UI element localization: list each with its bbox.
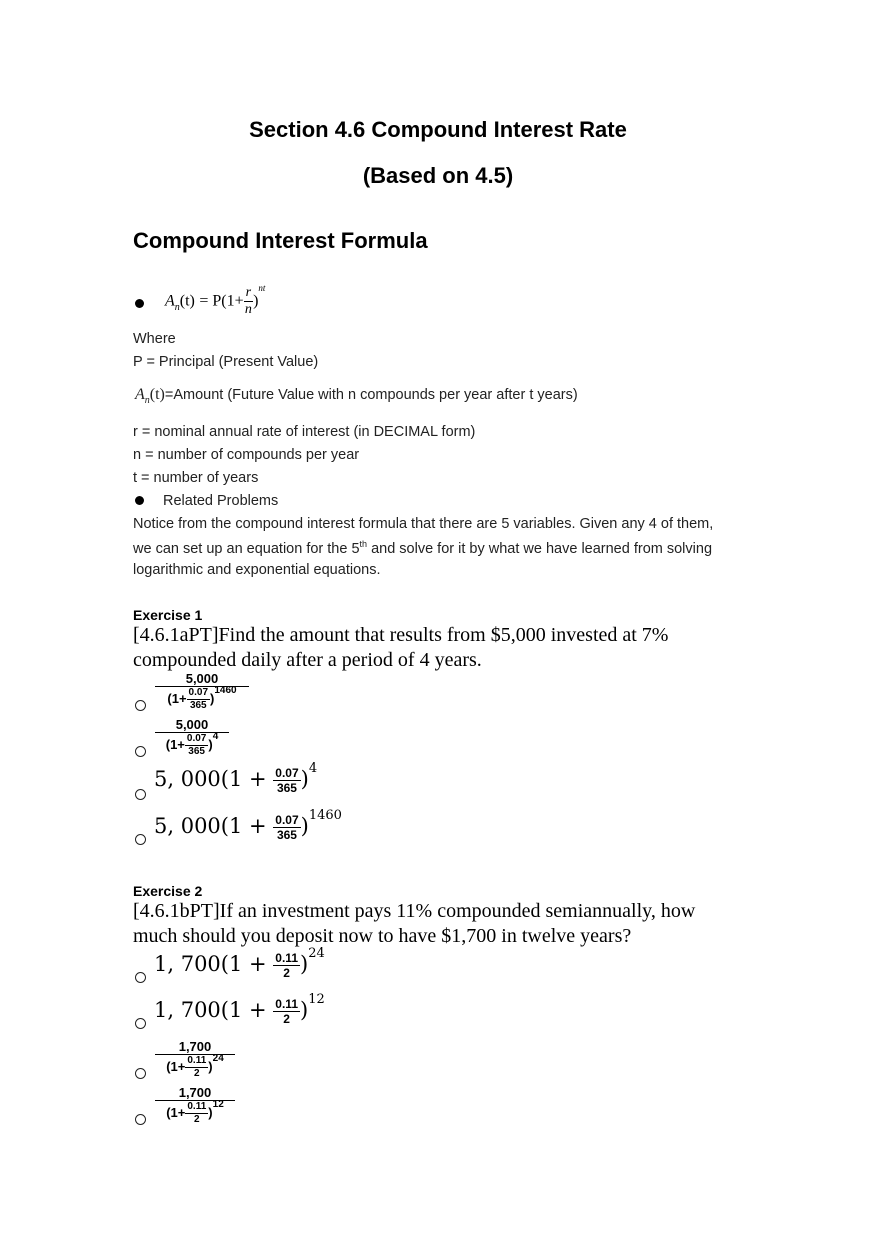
exercise1-option-d[interactable]: 5, 000(1 + $\frac{0.07}{365}$ )$^{1460}$ <box>154 808 342 842</box>
compound-interest-formula: $A_n(t) = P(1+$ $\frac{r}{n}$ )$^{nt}$ <box>165 283 266 317</box>
radio-button[interactable] <box>135 746 146 757</box>
bullet-icon <box>135 496 144 505</box>
definition-principal: P = Principal (Present Value) <box>133 354 319 370</box>
exercise1-option-c[interactable]: 5, 000(1 + $\frac{0.07}{365}$ )$^4$ <box>154 761 318 795</box>
definition-n: n = number of compounds per year <box>133 447 360 463</box>
exercise2-question-line2: much should you deposit now to have $1,700 in twelve years? <box>133 925 632 947</box>
radio-button[interactable] <box>135 1068 146 1079</box>
related-text-line2: we can set up an equation for the 5th and solve for it by what we have learned from solving <box>133 539 713 557</box>
page-title: Section 4.6 Compound Interest Rate <box>249 117 627 142</box>
exercise2-question-line1: [4.6.1bPT]If an investment pays 11% compounded semiannually, how <box>133 900 696 922</box>
exercise1-option-a[interactable]: 5,000 (1+ $\frac{0.07}{365}$ )$^{1460}$ <box>155 672 249 711</box>
exercise2-label: Exercise 2 <box>133 883 203 899</box>
radio-button[interactable] <box>135 1114 146 1125</box>
radio-button[interactable] <box>135 1018 146 1029</box>
definition-rate: r = nominal annual rate of interest (in DECIMAL form) <box>133 424 476 440</box>
exercise2-option-c[interactable]: 1,700 (1+ $\frac{0.11}{2}$ )$^{24}$ <box>155 1040 235 1079</box>
definition-t: t = number of years <box>133 470 259 486</box>
related-problems-label: Related Problems <box>163 493 279 509</box>
radio-button[interactable] <box>135 972 146 983</box>
where-label: Where <box>133 331 176 347</box>
exercise2-option-d[interactable]: 1,700 (1+ $\frac{0.11}{2}$ )$^{12}$ <box>155 1086 235 1125</box>
bullet-icon <box>135 299 144 308</box>
page-subtitle: (Based on 4.5) <box>362 163 514 188</box>
exercise2-option-a[interactable]: 1, 700(1 + $\frac{0.11}{2}$ )$^{24}$ <box>154 946 325 980</box>
section-heading: Compound Interest Formula <box>133 228 428 253</box>
exercise1-question-line2: compounded daily after a period of 4 years. <box>133 649 482 671</box>
radio-button[interactable] <box>135 789 146 800</box>
exercise2-option-b[interactable]: 1, 700(1 + $\frac{0.11}{2}$ )$^{12}$ <box>154 992 325 1026</box>
related-text-line3: logarithmic and exponential equations. <box>133 562 381 578</box>
exercise1-question-line1: [4.6.1aPT]Find the amount that results from $5,000 invested at 7% <box>133 624 669 646</box>
radio-button[interactable] <box>135 834 146 845</box>
exercise1-label: Exercise 1 <box>133 607 203 623</box>
definition-amount: $A_n(t)=Amount$ (Future Value with n compounds per year after t years) <box>135 386 578 406</box>
radio-button[interactable] <box>135 700 146 711</box>
related-text-line1: Notice from the compound interest formula that there are 5 variables. Given any 4 of them, <box>133 516 714 532</box>
exercise1-option-b[interactable]: 5,000 (1+ $\frac{0.07}{365}$ )$^4$ <box>155 718 229 757</box>
